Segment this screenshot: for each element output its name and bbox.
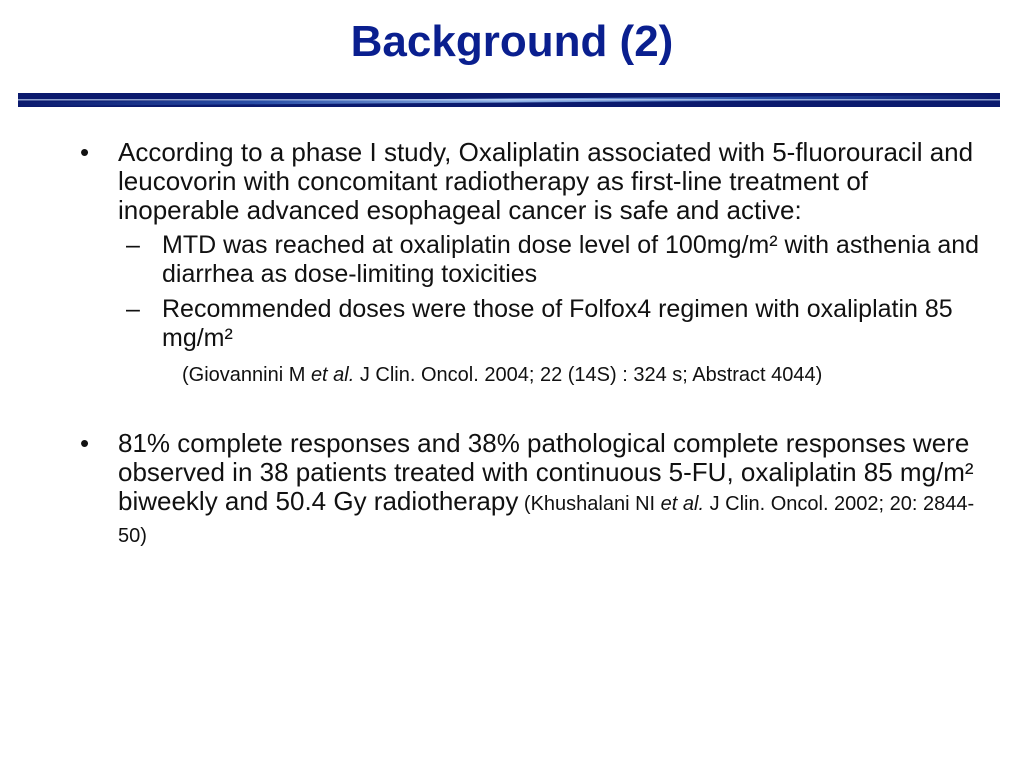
sub-bullet-item	[80, 295, 990, 353]
citation	[80, 363, 912, 387]
bullet-text: 81% complete responses and 38% pathological complete responses were observed in 38 patients treated with continuous 5-FU, oxaliplatin 85 mg/m² biweekly and 50.4 Gy radiotherapy	[118, 428, 974, 516]
sub-bullet-text: MTD was reached at oxaliplatin dose level of 100mg/m² with asthenia and diarrhea as dose-limiting toxicities	[162, 231, 980, 288]
sub-bullet-text: Recommended doses were those of Folfox4 regimen with oxaliplatin 85 mg/m²	[162, 295, 953, 352]
citation-source: J Clin. Oncol. 2004; 22 (14S) : 324 s; Abstract 4044)	[354, 364, 823, 386]
citation-author: (Giovannini M	[182, 364, 311, 386]
citation-et-al: et al.	[660, 493, 705, 515]
sub-bullet-item	[80, 231, 990, 289]
bullet-text: According to a phase I study, Oxaliplatin associated with 5-fluorouracil and leucovorin with concomitant radiotherapy as first-line treatment of inoperable advanced esophageal cancer is safe and active:	[118, 137, 974, 225]
slide-title: Background (2)	[350, 17, 674, 66]
bullet-item	[80, 429, 990, 551]
bullet-dot-icon: •	[80, 428, 90, 458]
citation-et-al: et al.	[310, 364, 355, 386]
title-divider-rule	[18, 93, 1000, 107]
citation-source: J Clin. Oncol. 2002; 20: 2844-50)	[118, 493, 975, 547]
bullet-dot-icon: •	[80, 137, 90, 167]
dash-icon: –	[126, 231, 140, 259]
citation-author: (Khushalani NI	[518, 493, 661, 515]
dash-icon: –	[126, 295, 140, 323]
spacer	[80, 387, 990, 429]
bullet-item	[80, 138, 990, 225]
slide-body	[80, 138, 990, 551]
